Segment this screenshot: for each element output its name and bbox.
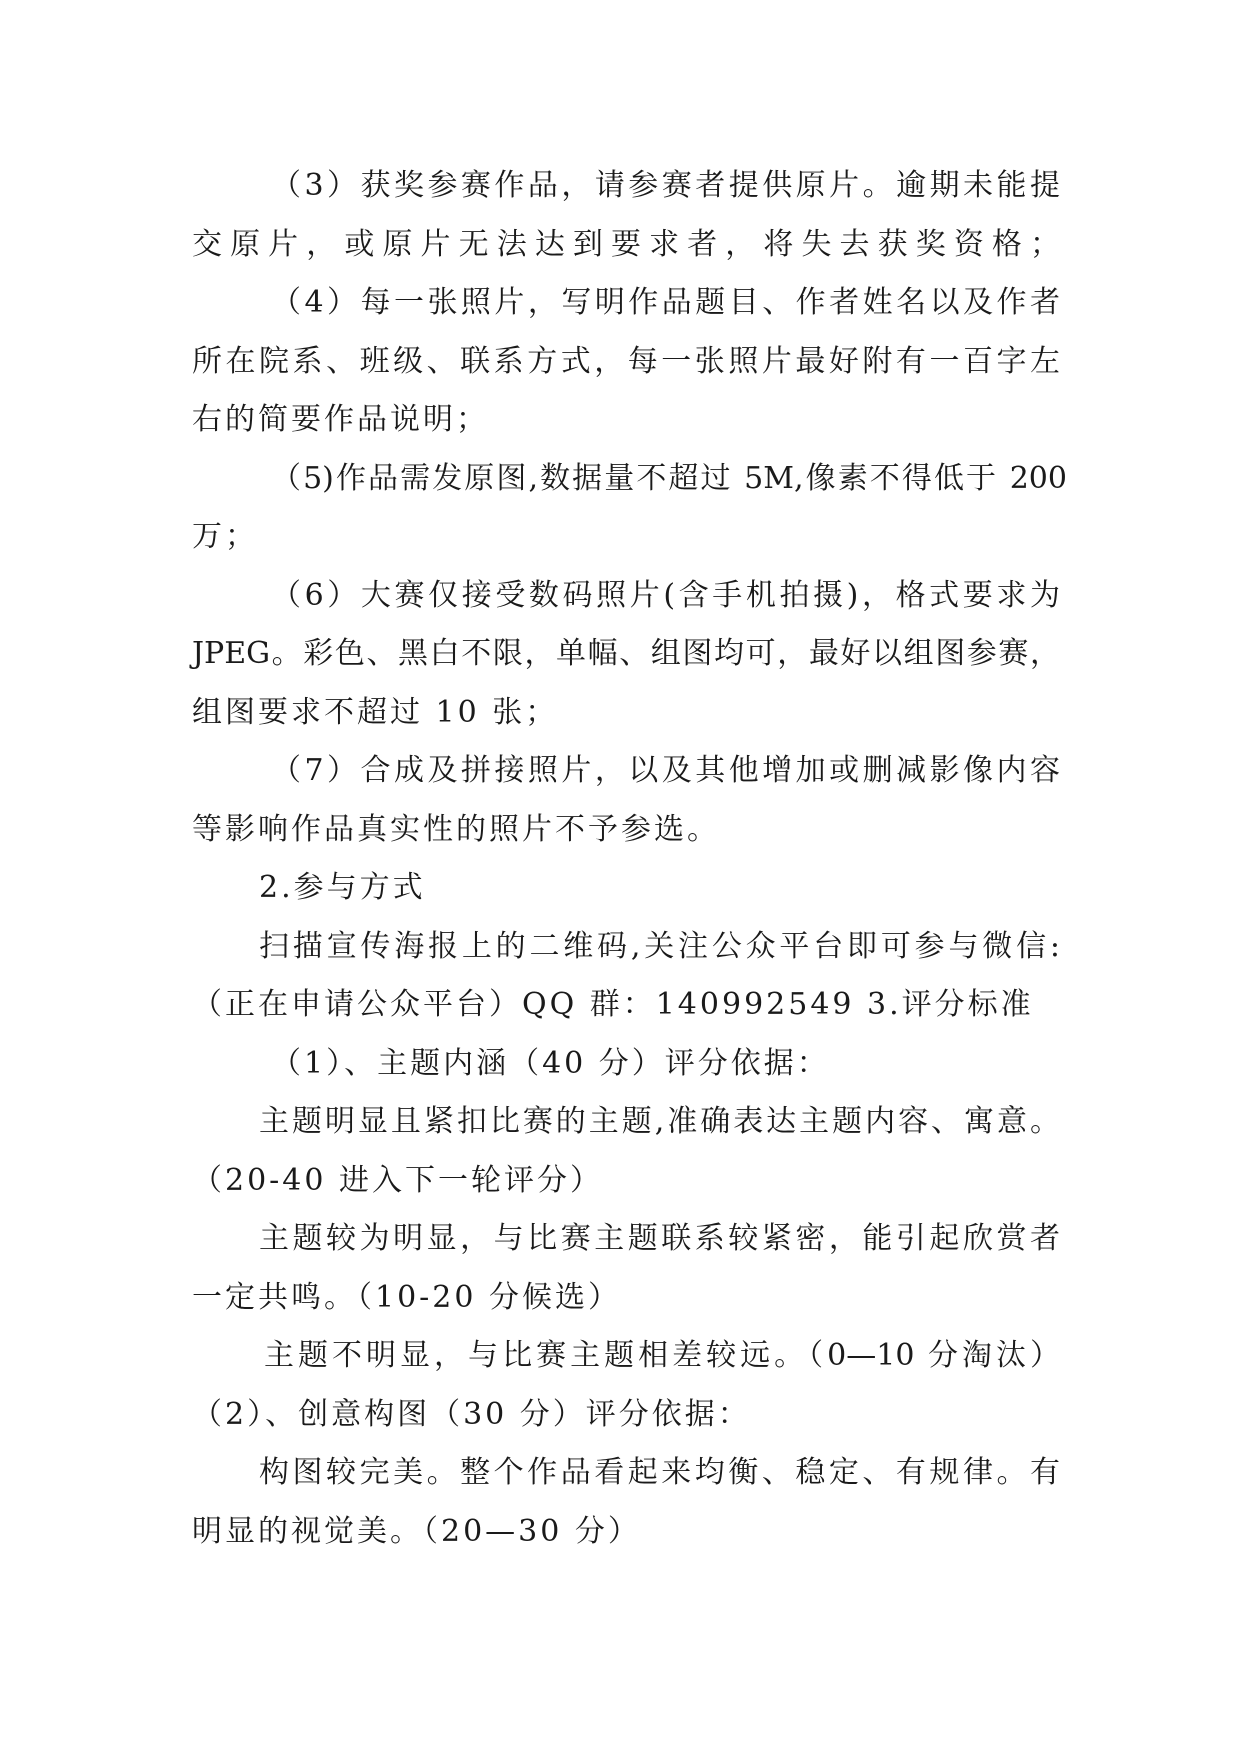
paragraph-line: 扫描宣传海报上的二维码,关注公众平台即可参与微信: [259,929,1060,964]
paragraph-line: 所在院系、班级、联系方式，每一张照片最好附有一百字左 [192,344,1060,379]
paragraph-line: 组图要求不超过 10 张； [192,695,559,730]
paragraph-line: JPEG。彩色、黑白不限，单幅、组图均可，最好以组图参赛， [192,636,1060,671]
paragraph-line: （2）、创意构图（30 分）评分依据： [192,1397,751,1432]
paragraph-line: （1）、主题内涵（40 分）评分依据： [271,1046,830,1081]
paragraph-line: 右的简要作品说明； [192,402,489,437]
paragraph-line: 交原片，或原片无法达到要求者，将失去获奖资格； [192,227,1060,262]
paragraph-line: 构图较完美。整个作品看起来均衡、稳定、有规律。有 [259,1455,1060,1490]
paragraph-line: （4）每一张照片，写明作品题目、作者姓名以及作者 [271,285,1060,320]
paragraph-line: 等影响作品真实性的照片不予参选。 [192,812,720,847]
paragraph-line: 万； [192,519,258,554]
paragraph-line: （20-40 进入下一轮评分） [192,1163,604,1198]
paragraph-line: （5)作品需发原图,数据量不超过 5M,像素不得低于 200 [271,461,1067,496]
paragraph-line: （6）大赛仅接受数码照片(含手机拍摄)，格式要求为 [271,578,1060,613]
section-heading: 2.参与方式 [259,870,426,905]
paragraph-line: （3）获奖参赛作品，请参赛者提供原片。逾期未能提 [271,168,1060,203]
paragraph-line: 主题较为明显，与比赛主题联系较紧密，能引起欣赏者 [259,1221,1060,1256]
paragraph-line: （正在申请公众平台）QQ 群：140992549 3.评分标准 [192,987,1034,1022]
paragraph-line: （7）合成及拼接照片，以及其他增加或删减影像内容 [271,753,1060,788]
paragraph-line: 一定共鸣。（10-20 分候选） [192,1280,622,1315]
paragraph-line: 明显的视觉美。（20—30 分） [192,1514,641,1549]
paragraph-line: 主题不明显，与比赛主题相差较远。（0—10 分淘汰） [264,1338,1060,1373]
paragraph-line: 主题明显且紧扣比赛的主题,准确表达主题内容、寓意。 [259,1104,1060,1139]
